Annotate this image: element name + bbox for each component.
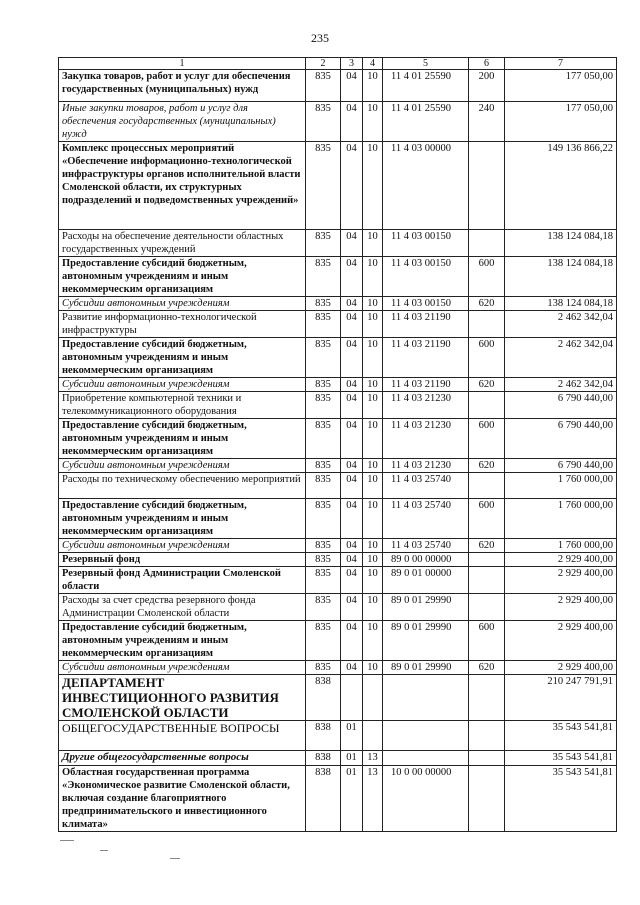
row-name-cell: Субсидии автономным учреждениям bbox=[59, 661, 306, 675]
table-row bbox=[59, 661, 617, 675]
row-value-cell: 177 050,00 bbox=[505, 70, 617, 102]
row-name-cell: Субсидии автономным учреждениям bbox=[59, 297, 306, 311]
row-value-cell: 835 bbox=[306, 473, 341, 499]
table-row bbox=[59, 621, 617, 661]
row-value-cell: 01 bbox=[341, 721, 363, 751]
row-value-cell: 838 bbox=[306, 766, 341, 832]
row-value-cell bbox=[469, 721, 505, 751]
row-value-cell bbox=[383, 721, 469, 751]
row-name-cell: Резервный фонд Администрации Смоленской области bbox=[59, 567, 306, 594]
row-value-cell: 04 bbox=[341, 661, 363, 675]
row-value-cell: 838 bbox=[306, 751, 341, 766]
row-value-cell: 10 bbox=[363, 338, 383, 378]
row-name-cell: Областная государственная программа «Экономическое развитие Смоленской области, включая создание благоприятного предпринимательского и инвестиционного климата» bbox=[59, 766, 306, 832]
row-value-cell: 1 760 000,00 bbox=[505, 539, 617, 553]
row-value-cell: 11 4 03 00000 bbox=[383, 142, 469, 230]
table-row bbox=[59, 230, 617, 257]
budget-table bbox=[58, 57, 617, 832]
row-value-cell: 10 bbox=[363, 142, 383, 230]
row-value-cell: 2 462 342,04 bbox=[505, 338, 617, 378]
row-name-cell: Субсидии автономным учреждениям bbox=[59, 459, 306, 473]
row-value-cell: 04 bbox=[341, 338, 363, 378]
row-value-cell: 11 4 03 21230 bbox=[383, 392, 469, 419]
row-value-cell: 2 929 400,00 bbox=[505, 553, 617, 567]
table-row bbox=[59, 594, 617, 621]
row-value-cell: 11 4 03 25740 bbox=[383, 539, 469, 553]
row-name-cell: Приобретение компьютерной техники и телекоммуникационного оборудования bbox=[59, 392, 306, 419]
row-name-cell: Развитие информационно-технологической инфраструктуры bbox=[59, 311, 306, 338]
row-value-cell: 138 124 084,18 bbox=[505, 297, 617, 311]
row-value-cell: 11 4 03 25740 bbox=[383, 473, 469, 499]
row-value-cell: 04 bbox=[341, 230, 363, 257]
row-value-cell: 835 bbox=[306, 499, 341, 539]
row-name-cell: Предоставление субсидий бюджетным, автономным учреждениям и иным некоммерческим организациям bbox=[59, 257, 306, 297]
row-name-cell: Расходы по техническому обеспечению мероприятий bbox=[59, 473, 306, 499]
row-value-cell: 10 bbox=[363, 621, 383, 661]
row-name-cell: Субсидии автономным учреждениям bbox=[59, 378, 306, 392]
row-value-cell bbox=[363, 721, 383, 751]
row-value-cell: 04 bbox=[341, 297, 363, 311]
table-row bbox=[59, 567, 617, 594]
row-value-cell bbox=[469, 553, 505, 567]
row-value-cell bbox=[469, 675, 505, 721]
table-header-row bbox=[59, 58, 617, 70]
row-value-cell: 835 bbox=[306, 297, 341, 311]
row-value-cell: 10 bbox=[363, 392, 383, 419]
header-cell: 1 bbox=[59, 58, 306, 70]
row-value-cell: 620 bbox=[469, 539, 505, 553]
row-value-cell: 10 bbox=[363, 567, 383, 594]
row-value-cell: 10 bbox=[363, 419, 383, 459]
row-value-cell: 10 bbox=[363, 70, 383, 102]
row-value-cell: 835 bbox=[306, 553, 341, 567]
row-value-cell bbox=[469, 766, 505, 832]
table-row bbox=[59, 378, 617, 392]
row-value-cell: 620 bbox=[469, 459, 505, 473]
row-value-cell: 04 bbox=[341, 553, 363, 567]
row-value-cell: 11 4 03 00150 bbox=[383, 230, 469, 257]
row-value-cell: 210 247 791,91 bbox=[505, 675, 617, 721]
row-value-cell: 835 bbox=[306, 102, 341, 142]
row-value-cell: 89 0 01 00000 bbox=[383, 567, 469, 594]
table-row bbox=[59, 499, 617, 539]
row-value-cell: 138 124 084,18 bbox=[505, 257, 617, 297]
row-value-cell bbox=[469, 142, 505, 230]
row-value-cell: 620 bbox=[469, 378, 505, 392]
row-value-cell: 04 bbox=[341, 567, 363, 594]
row-value-cell: 600 bbox=[469, 257, 505, 297]
table-row bbox=[59, 675, 617, 721]
header-cell: 2 bbox=[306, 58, 341, 70]
row-value-cell: 1 760 000,00 bbox=[505, 499, 617, 539]
row-value-cell: 835 bbox=[306, 230, 341, 257]
row-value-cell: 11 4 03 00150 bbox=[383, 257, 469, 297]
row-value-cell: 10 bbox=[363, 459, 383, 473]
row-value-cell: 04 bbox=[341, 419, 363, 459]
scan-mark bbox=[100, 850, 108, 851]
row-value-cell: 11 4 01 25590 bbox=[383, 102, 469, 142]
table-row bbox=[59, 311, 617, 338]
table-row bbox=[59, 70, 617, 102]
row-value-cell: 11 4 03 21190 bbox=[383, 378, 469, 392]
header-cell: 4 bbox=[363, 58, 383, 70]
row-value-cell: 04 bbox=[341, 70, 363, 102]
row-value-cell: 04 bbox=[341, 539, 363, 553]
scan-mark bbox=[170, 858, 180, 859]
row-value-cell: 600 bbox=[469, 419, 505, 459]
row-name-cell: ОБЩЕГОСУДАРСТВЕННЫЕ ВОПРОСЫ bbox=[59, 721, 306, 751]
row-value-cell: 240 bbox=[469, 102, 505, 142]
row-value-cell bbox=[469, 594, 505, 621]
row-value-cell: 11 4 03 25740 bbox=[383, 499, 469, 539]
row-value-cell: 149 136 866,22 bbox=[505, 142, 617, 230]
row-value-cell: 89 0 01 29990 bbox=[383, 661, 469, 675]
row-value-cell: 89 0 00 00000 bbox=[383, 553, 469, 567]
row-value-cell: 35 543 541,81 bbox=[505, 721, 617, 751]
page-number: 235 bbox=[311, 31, 329, 45]
row-value-cell: 13 bbox=[363, 751, 383, 766]
row-value-cell: 10 bbox=[363, 297, 383, 311]
row-value-cell: 04 bbox=[341, 499, 363, 539]
row-value-cell: 10 bbox=[363, 499, 383, 539]
row-value-cell: 35 543 541,81 bbox=[505, 766, 617, 832]
row-value-cell: 835 bbox=[306, 70, 341, 102]
row-value-cell: 835 bbox=[306, 311, 341, 338]
row-name-cell: Иные закупки товаров, работ и услуг для обеспечения государственных (муниципальных) нужд bbox=[59, 102, 306, 142]
scan-mark bbox=[60, 840, 74, 841]
row-value-cell: 10 bbox=[363, 661, 383, 675]
row-value-cell bbox=[469, 473, 505, 499]
row-value-cell: 11 4 03 21190 bbox=[383, 338, 469, 378]
row-value-cell: 04 bbox=[341, 102, 363, 142]
row-value-cell: 04 bbox=[341, 473, 363, 499]
row-value-cell: 2 462 342,04 bbox=[505, 378, 617, 392]
row-value-cell: 01 bbox=[341, 766, 363, 832]
row-value-cell: 11 4 01 25590 bbox=[383, 70, 469, 102]
row-value-cell: 89 0 01 29990 bbox=[383, 621, 469, 661]
row-value-cell: 620 bbox=[469, 661, 505, 675]
row-value-cell: 10 bbox=[363, 553, 383, 567]
table-row bbox=[59, 102, 617, 142]
header-cell: 7 bbox=[505, 58, 617, 70]
table-row bbox=[59, 721, 617, 751]
row-value-cell: 620 bbox=[469, 297, 505, 311]
row-value-cell: 177 050,00 bbox=[505, 102, 617, 142]
row-value-cell bbox=[363, 675, 383, 721]
row-value-cell bbox=[383, 675, 469, 721]
row-value-cell: 835 bbox=[306, 661, 341, 675]
row-value-cell: 11 4 03 00150 bbox=[383, 297, 469, 311]
table-row bbox=[59, 257, 617, 297]
row-value-cell: 04 bbox=[341, 311, 363, 338]
table-row bbox=[59, 751, 617, 766]
row-value-cell: 835 bbox=[306, 539, 341, 553]
row-name-cell: Предоставление субсидий бюджетным, автономным учреждениям и иным некоммерческим организациям bbox=[59, 621, 306, 661]
table-row bbox=[59, 473, 617, 499]
row-value-cell: 11 4 03 21230 bbox=[383, 419, 469, 459]
row-value-cell: 835 bbox=[306, 142, 341, 230]
row-value-cell bbox=[469, 392, 505, 419]
row-value-cell: 10 bbox=[363, 378, 383, 392]
row-value-cell: 10 0 00 00000 bbox=[383, 766, 469, 832]
row-value-cell: 11 4 03 21230 bbox=[383, 459, 469, 473]
row-value-cell: 10 bbox=[363, 473, 383, 499]
header-cell: 3 bbox=[341, 58, 363, 70]
row-value-cell: 10 bbox=[363, 257, 383, 297]
row-value-cell: 838 bbox=[306, 675, 341, 721]
row-name-cell: Расходы за счет средства резервного фонда Администрации Смоленской области bbox=[59, 594, 306, 621]
row-value-cell: 835 bbox=[306, 419, 341, 459]
row-name-cell: Субсидии автономным учреждениям bbox=[59, 539, 306, 553]
row-value-cell: 04 bbox=[341, 459, 363, 473]
table-row bbox=[59, 142, 617, 230]
header-cell: 5 bbox=[383, 58, 469, 70]
row-value-cell: 04 bbox=[341, 378, 363, 392]
row-value-cell bbox=[341, 675, 363, 721]
row-name-cell: ДЕПАРТАМЕНТ ИНВЕСТИЦИОННОГО РАЗВИТИЯ СМОЛЕНСКОЙ ОБЛАСТИ bbox=[59, 675, 306, 721]
row-value-cell bbox=[469, 751, 505, 766]
row-value-cell: 2 929 400,00 bbox=[505, 621, 617, 661]
row-name-cell: Резервный фонд bbox=[59, 553, 306, 567]
row-name-cell: Предоставление субсидий бюджетным, автономным учреждениям и иным некоммерческим организациям bbox=[59, 499, 306, 539]
row-value-cell: 10 bbox=[363, 311, 383, 338]
row-value-cell: 11 4 03 21190 bbox=[383, 311, 469, 338]
row-name-cell: Предоставление субсидий бюджетным, автономным учреждениям и иным некоммерческим организациям bbox=[59, 419, 306, 459]
row-value-cell: 835 bbox=[306, 459, 341, 473]
row-value-cell: 04 bbox=[341, 257, 363, 297]
row-value-cell: 10 bbox=[363, 102, 383, 142]
table-row bbox=[59, 539, 617, 553]
row-value-cell: 13 bbox=[363, 766, 383, 832]
row-value-cell: 6 790 440,00 bbox=[505, 392, 617, 419]
row-name-cell: Закупка товаров, работ и услуг для обеспечения государственных (муниципальных) нужд bbox=[59, 70, 306, 102]
row-value-cell: 600 bbox=[469, 338, 505, 378]
row-value-cell: 200 bbox=[469, 70, 505, 102]
row-value-cell: 838 bbox=[306, 721, 341, 751]
row-value-cell: 835 bbox=[306, 621, 341, 661]
row-value-cell: 04 bbox=[341, 621, 363, 661]
table-row bbox=[59, 553, 617, 567]
row-value-cell: 835 bbox=[306, 338, 341, 378]
row-value-cell: 04 bbox=[341, 594, 363, 621]
row-value-cell: 2 929 400,00 bbox=[505, 594, 617, 621]
table-row bbox=[59, 419, 617, 459]
row-value-cell: 835 bbox=[306, 594, 341, 621]
row-value-cell: 600 bbox=[469, 499, 505, 539]
table-row bbox=[59, 766, 617, 832]
row-value-cell: 2 929 400,00 bbox=[505, 567, 617, 594]
table-row bbox=[59, 459, 617, 473]
row-name-cell: Комплекс процессных мероприятий «Обеспечение информационно-технологической инфраструктуры органов исполнительной власти Смоленской области, их структурных подразделений и подведомственных учреждений» bbox=[59, 142, 306, 230]
row-value-cell: 600 bbox=[469, 621, 505, 661]
row-value-cell: 35 543 541,81 bbox=[505, 751, 617, 766]
row-value-cell bbox=[469, 567, 505, 594]
row-value-cell bbox=[383, 751, 469, 766]
row-value-cell bbox=[469, 311, 505, 338]
row-value-cell: 835 bbox=[306, 392, 341, 419]
row-value-cell: 89 0 01 29990 bbox=[383, 594, 469, 621]
row-name-cell: Предоставление субсидий бюджетным, автономным учреждениям и иным некоммерческим организациям bbox=[59, 338, 306, 378]
row-value-cell: 835 bbox=[306, 257, 341, 297]
row-name-cell: Другие общегосударственные вопросы bbox=[59, 751, 306, 766]
row-value-cell: 835 bbox=[306, 378, 341, 392]
row-value-cell: 10 bbox=[363, 230, 383, 257]
row-value-cell: 10 bbox=[363, 594, 383, 621]
row-name-cell: Расходы на обеспечение деятельности областных государственных учреждений bbox=[59, 230, 306, 257]
row-value-cell: 10 bbox=[363, 539, 383, 553]
header-cell: 6 bbox=[469, 58, 505, 70]
row-value-cell: 04 bbox=[341, 142, 363, 230]
row-value-cell: 6 790 440,00 bbox=[505, 419, 617, 459]
row-value-cell: 2 462 342,04 bbox=[505, 311, 617, 338]
row-value-cell: 1 760 000,00 bbox=[505, 473, 617, 499]
table-row bbox=[59, 392, 617, 419]
table-row bbox=[59, 338, 617, 378]
table-row bbox=[59, 297, 617, 311]
row-value-cell: 04 bbox=[341, 392, 363, 419]
row-value-cell: 138 124 084,18 bbox=[505, 230, 617, 257]
row-value-cell: 6 790 440,00 bbox=[505, 459, 617, 473]
row-value-cell: 2 929 400,00 bbox=[505, 661, 617, 675]
row-value-cell: 01 bbox=[341, 751, 363, 766]
row-value-cell: 835 bbox=[306, 567, 341, 594]
row-value-cell bbox=[469, 230, 505, 257]
